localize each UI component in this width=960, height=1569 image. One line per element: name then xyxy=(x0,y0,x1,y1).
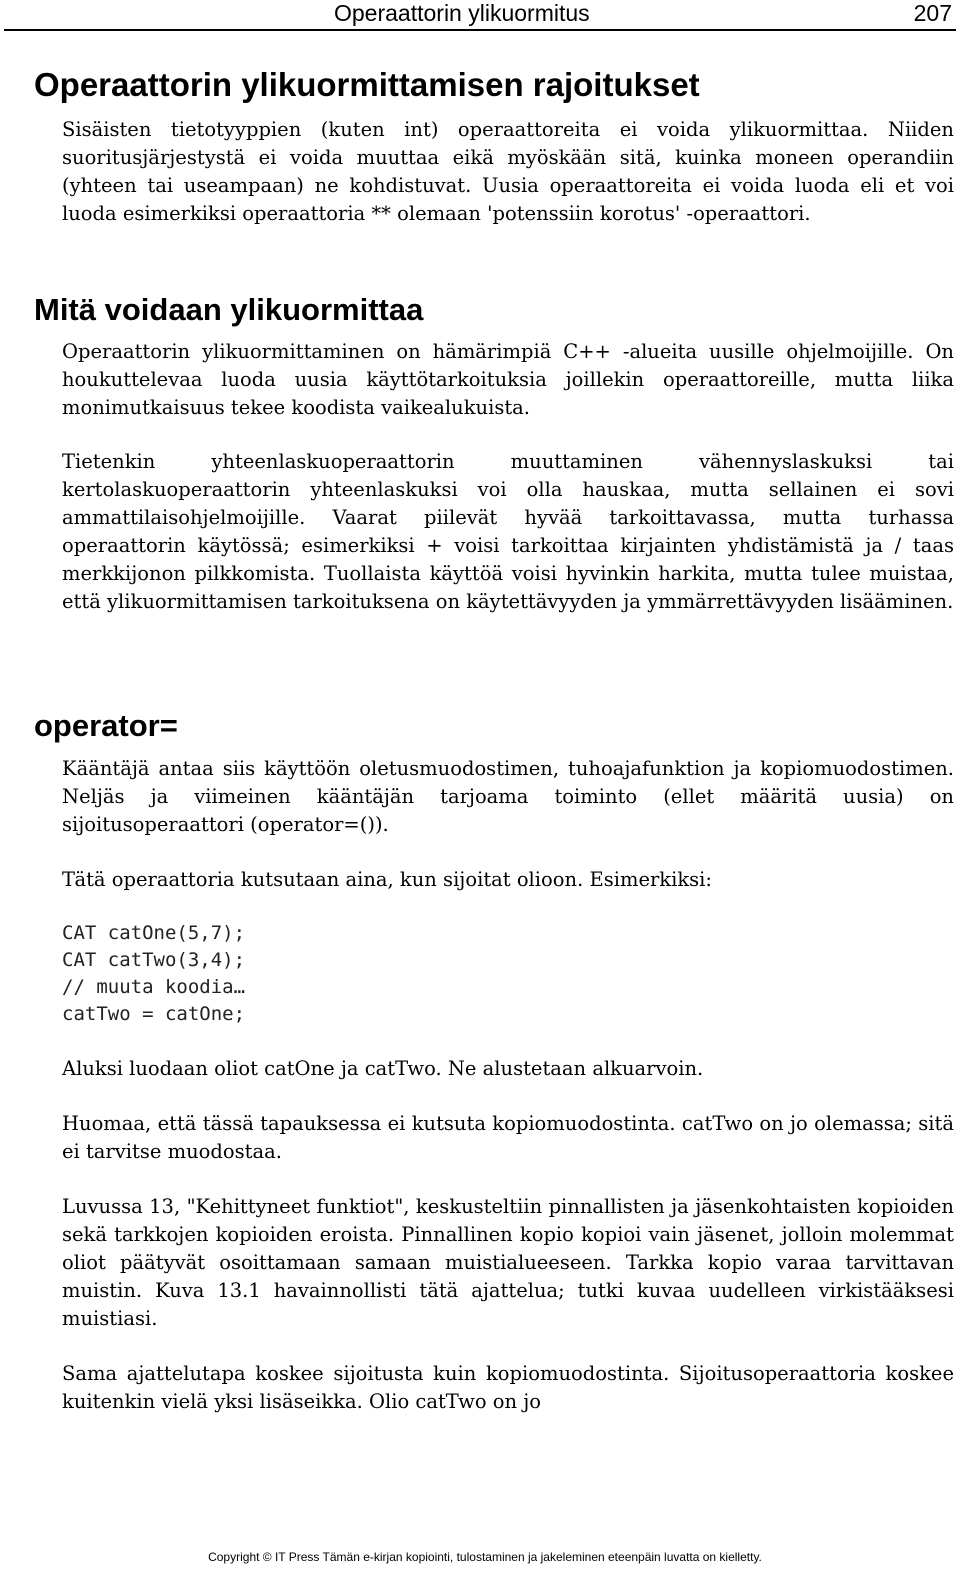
paragraph: Aluksi luodaan oliot catOne ja catTwo. Ne alustetaan alkuarvoin. xyxy=(62,1057,704,1080)
paragraph: Sama ajattelutapa koskee sijoitusta kuin kopiomuodostinta. Sijoitusoperaattoria koskee kuitenkin vielä yksi lisäseikka. Olio catTwo on jo xyxy=(62,1362,954,1413)
code-line: catTwo = catOne; xyxy=(62,1003,246,1025)
code-block xyxy=(62,920,245,1028)
code-line: CAT catTwo(3,4); xyxy=(62,949,246,971)
section-heading-what-can-be-overloaded: Mitä voidaan ylikuormittaa xyxy=(34,292,424,327)
code-line: CAT catOne(5,7); xyxy=(62,922,246,944)
running-title: Operaattorin ylikuormitus xyxy=(334,0,590,26)
paragraph: Tietenkin yhteenlaskuoperaattorin muuttaminen vähennyslaskuksi tai kertolaskuoperaattorin yhteenlaskuksi voi olla hauskaa, mutta sellainen ei sovi ammattilaisohjelmoijille. Vaarat piilevät hyvää tarkoittavassa, mutta turhassa operaattorin käytössä; esimerkiksi + voisi tarkoittaa kirjainten yhdistämistä ja / taas merkkijonon pilkkomista. Tuollaista käyttöä voisi hyvinkin harkita, mutta tulee muistaa, että ylikuormittamisen tarkoituksena on käytettävyyden ja ymmärrettävyyden lisääminen. xyxy=(62,450,954,613)
paragraph: Operaattorin ylikuormittaminen on hämärimpiä C++ -alueita uusille ohjelmoijille. On houkuttelevaa luoda uusia käyttötarkoituksia joillekin operaattoreille, mutta liika monimutkaisuus tekee koodista vaikealukuista. xyxy=(62,340,954,419)
paragraph: Huomaa, että tässä tapauksessa ei kutsuta kopiomuodostinta. catTwo on jo olemassa; sitä ei tarvitse muodostaa. xyxy=(62,1112,954,1163)
code-line: // muuta koodia… xyxy=(62,976,246,998)
paragraph: Luvussa 13, "Kehittyneet funktiot", keskusteltiin pinnallisten ja jäsenkohtaisten kopioiden sekä tarkkojen kopioiden eroista. Pinnallinen kopio kopioi vain jäsenet, jolloin molemmat oliot päätyvät osoittamaan samaan muistialueeseen. Tarkka kopio varaa tarvittavan muistin. Kuva 13.1 havainnollisti tätä ajattelua; tutki kuvaa uudelleen virkistääksesi muistiasi. xyxy=(62,1195,954,1330)
section-heading-operator-assign: operator= xyxy=(34,708,178,743)
running-header xyxy=(4,0,956,31)
paragraph: Sisäisten tietotyyppien (kuten int) operaattoreita ei voida ylikuormittaa. Niiden suoritusjärjestystä ei voida muuttaa eikä myöskään sitä, kuinka moneen operandiin (yhteen tai useampaan) ne kohdistuvat. Uusia operaattoreita ei voida luoda eli et voi luoda esimerkiksi operaattoria ** olemaan 'potenssiin korotus' -operaattori. xyxy=(62,118,954,225)
copyright-footer: Copyright © IT Press Tämän e-kirjan kopiointi, tulostaminen ja jakeleminen eteenpäin luvatta on kielletty. xyxy=(208,1550,762,1564)
paragraph: Kääntäjä antaa siis käyttöön oletusmuodostimen, tuhoajafunktion ja kopiomuodostimen. Neljäs ja viimeinen kääntäjän tarjoama toiminto (ellet määritä uusia) on sijoitusoperaattori (operator=()). xyxy=(62,757,954,836)
section-heading-restrictions: Operaattorin ylikuormittamisen rajoitukset xyxy=(34,66,700,103)
page-number: 207 xyxy=(913,0,952,26)
paragraph: Tätä operaattoria kutsutaan aina, kun sijoitat olioon. Esimerkiksi: xyxy=(62,868,712,891)
